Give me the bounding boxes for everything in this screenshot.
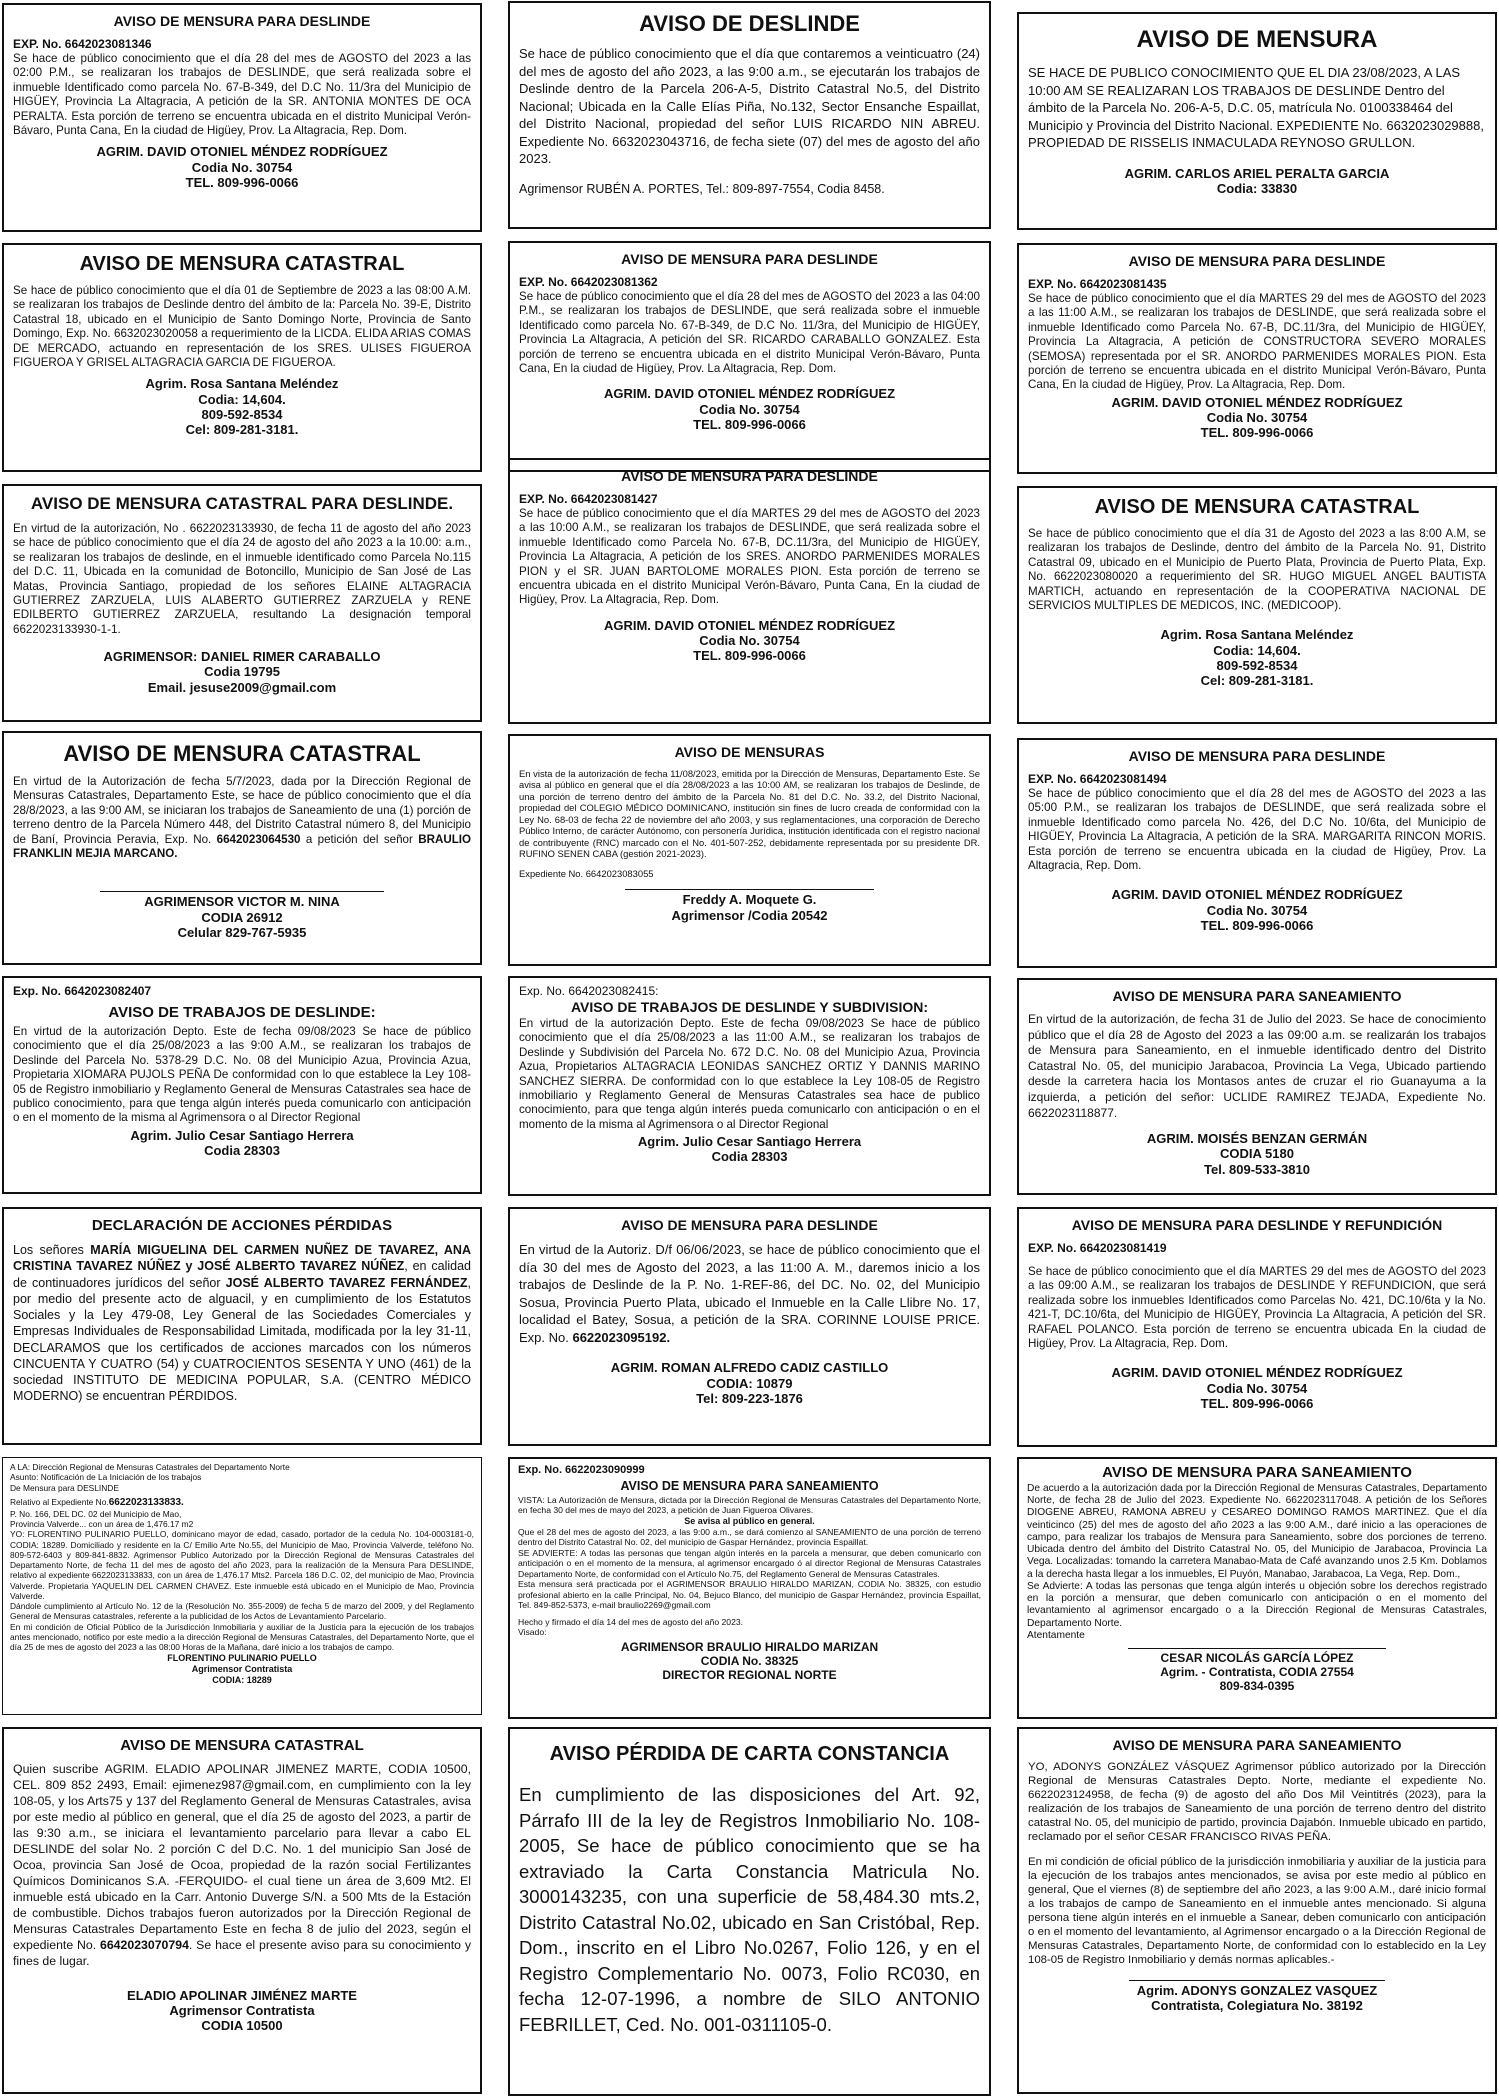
notice-perdida-carta bbox=[508, 1727, 991, 2096]
notice-title: AVISO DE MENSURA CATASTRAL PARA DESLINDE. bbox=[30, 494, 454, 513]
notice-title: AVISO DE DESLINDE bbox=[639, 11, 860, 36]
signature-name: AGRIM. DAVID OTONIEL MÉNDEZ RODRÍGUEZ bbox=[96, 144, 388, 160]
signature-codia: Codia 28303 bbox=[204, 1142, 280, 1158]
signature-name: AGRIM. MOISÉS BENZAN GERMÁN bbox=[1146, 1131, 1368, 1147]
notice-declaracion-acciones bbox=[2, 1207, 482, 1445]
signature-line bbox=[100, 891, 384, 892]
notice-mensuras-colegio bbox=[508, 734, 991, 966]
notice-body: YO: FLORENTINO PULINARIO PUELLO, dominicano mayor de edad, casado, portador de la cedula No. 104-0003181-0, CODIA: 18289. Domiciliado y residente en la C/ Emilio Arte No.55, del Municipio de Mao, Provincia Valverde, teléfono No. 809-572-6403 y 809-841-8832. Agrimensor Publico Autorizado por la Dirección Regional de Mensuras Catastrales del Departamento Norte, de fecha 11 del mes de agosto del año 2023, para la realización de la Mensura Para DESLINDE, relativo al expediente 6622023133833, con un área de 1,476.17 Mts2. Parcela 186 D.C. 02, del municipio de Mao, Provincia Valverde. Propietaria YAQUELIN DEL CARMEN CHAVEZ. Este inmueble está ubicado en el Municipio de Mao, Provincia Valverde. bbox=[10, 1529, 474, 1601]
signature-cell: Cel: 809-281-3181. bbox=[1200, 673, 1314, 689]
notice-signature bbox=[1028, 887, 1486, 933]
notice-mensura-catastral-2 bbox=[2, 731, 482, 965]
notice-subject-2: De Mensura para DESLINDE bbox=[10, 1482, 119, 1493]
notice-florentino-deslinde bbox=[2, 1457, 482, 1715]
notice-mensura-catastral-eladio bbox=[2, 1727, 482, 2094]
notice-trabajos-deslinde-1 bbox=[2, 976, 482, 1194]
signature-codia: CODIA 10500 bbox=[201, 2018, 283, 2034]
notice-saneamiento-jarabacoa-1 bbox=[1017, 978, 1497, 1195]
notice-title: AVISO DE TRABAJOS DE DESLINDE: bbox=[108, 1004, 376, 1021]
notice-body-3: En mi condición de Oficial Público de la Jurisdicción Inmobiliaria y auxiliar de la Justicia para la ejecución de los trabajos antes mencionado, notifico por este medio a la dirección Regional de Mensuras Catastrales, del Departamento Norte, que el día 25 de mes de agosto del 2023 a las 08:00 Horas de la Mañana, daré inicio a los trabajos de campo. bbox=[10, 1621, 474, 1653]
signature-codia: CODIA No. 38325 bbox=[700, 1653, 799, 1668]
notice-advierte: Se Advierte: A todas las personas que tenga algún interés u objeción sobre los derechos registrado en la porción a mensurar, que deben comunicarlo con anticipación o en el momento del levantamiento al agrimensor encargado o a la Dirección Regional de Mensuras Catastrales, Departamento Norte. bbox=[1027, 1580, 1487, 1629]
signature-name: FLORENTINO PULINARIO PUELLO bbox=[167, 1653, 317, 1664]
signature-name: Agrim. Rosa Santana Meléndez bbox=[145, 376, 339, 392]
notice-title: AVISO DE MENSURAS bbox=[674, 744, 825, 760]
notice-signature bbox=[519, 892, 980, 923]
notice-body-2: En mi condición de oficial público de la jurisdicción inmobiliaria y auxiliar de la justicia para la ejecución de los trabajos antes mencionados, se avisa por este medio al público en general, Que el viernes (8) de septiembre del año 2023, a las 9:00 A.M., daré inicio formal a los trabajos de campo de Saneamiento en el inmueble antes mencionado. Si alguna persona tiene algún interés en el inmueble a Sanear, deben comunicarlo con anticipación o en el momento del levantamiento, al Agrimensor encargado o a la Dirección Regional de Mensuras Catastrales, Departamento Norte, de conformidad con lo establecido en la Ley 108-05 de Registro Inmobiliario y demás normas aplicables.- bbox=[1028, 1856, 1486, 1966]
notice-body: SE HACE DE PUBLICO CONOCIMIENTO QUE EL DIA 23/08/2023, A LAS 10:00 AM SE REALIZARAN LOS TRABAJOS DE DESLINDE Dentro del ámbito de la Parcela No. 206-A-5, D.C. 05, matrícula No. 0100338464 del Municipio y Provincia del Distrito Nacional. EXPEDIENTE No. 6632023029888, PROPIEDAD DE RISSELIS INMACULADA REYNOSO GRULLON. bbox=[1028, 65, 1484, 151]
signature-codia: Codia 19795 bbox=[204, 664, 280, 680]
signature-role: Agrimensor Contratista bbox=[191, 1664, 293, 1675]
signature-name: AGRIM. DAVID OTONIEL MÉNDEZ RODRÍGUEZ bbox=[1111, 1365, 1403, 1381]
signature-codia: Codia No. 30754 bbox=[699, 401, 800, 417]
notice-signature bbox=[519, 386, 980, 432]
signature-phone: TEL. 809-996-0066 bbox=[185, 174, 299, 190]
notice-title: AVISO DE MENSURA PARA DESLINDE bbox=[621, 1217, 878, 1233]
signature-codia: Agrimensor /Codia 20542 bbox=[671, 907, 828, 923]
notice-title: DECLARACIÓN DE ACCIONES PÉRDIDAS bbox=[91, 1217, 393, 1234]
notice-visado: Visado: bbox=[518, 1627, 547, 1638]
signature-codia: Codia No. 30754 bbox=[191, 159, 293, 175]
signature-name: AGRIM. ROMAN ALFREDO CADIZ CASTILLO bbox=[610, 1360, 889, 1376]
notice-parcel: P. No. 166, DEL DC. 02 del Municipio de Mao, bbox=[10, 1508, 182, 1519]
signature-codia: Codia No. 30754 bbox=[1206, 902, 1308, 918]
notice-subject: Asunto: Notificación de La Iniciación de los trabajos bbox=[10, 1472, 202, 1483]
notice-body: Que el 28 del mes de agosto del 2023, a las 9:00 a.m., se dará comienzo al SANEAMIENTO de una porción de terreno dentro del Distrito Catastral No. 02, del municipio de Gaspar Hernández, provincia Espaillat. bbox=[518, 1526, 981, 1548]
notice-body: De acuerdo a la autorización dada por la Dirección Regional de Mensuras Catastrales, Departamento Norte, de fecha 28 de Julio del 2023. Expediente No. 6622023117048. A petición de los Señores DIOGENE ABREU, RAMONA ABREU y CESAREO DOMINGO RAMOS MARTINEZ. Que el día veinticinco (25) del mes de agosto del año 2023 a las 9:00 A.M., daré inicio a las operaciones de campo, para realizar los trabajos de Mensura para Saneamiento, sobre dos porciones de terreno. Ubicada dentro del ámbito del Distrito Catastral No. 05, del Municipio de Jarabacoa, Provincia La Vega. Localizadas: tomando la carretera Manabao-Mata de Café avanzando unos 2.5 Km. Doblamos a la derecha hasta llegar a los inmuebles, El Puyón, Manabao, Jarabacoa, La Vega, Rep. Dom., bbox=[1027, 1483, 1487, 1580]
notice-title: AVISO DE MENSURA PARA SANEAMIENTO bbox=[620, 1479, 879, 1493]
signature-phone: Celular 829-767-5935 bbox=[177, 924, 307, 940]
notice-title: AVISO DE MENSURA PARA DESLINDE Y REFUNDICIÓN bbox=[1071, 1217, 1443, 1233]
notice-title: AVISO DE MENSURA CATASTRAL bbox=[63, 741, 421, 766]
notice-body: Se hace de público conocimiento que el día 01 de Septiembre de 2023 a las 08:00 A.M. se realizaran los trabajos de Deslinde dentro del ámbito de la: Parcela No. 39-E, Distrito Catastral 18, ubicado en el Municipio de Santo Domingo Norte, Provincia de Santo Domingo, Exp. No. 6632023020058 a requerimiento de la LICDA. ELIDA ARIAS COMAS DE MERCADO, actuando en representación de los SRES. ULISES FIGUEROA FIGUEROA Y GRISEL ALTAGRACIA GARCIA DE FIGUEROA. bbox=[13, 284, 471, 369]
notice-title: AVISO DE MENSURA PARA DESLINDE bbox=[621, 468, 878, 484]
notice-mensura-deslinde-1 bbox=[2, 3, 482, 232]
signature-name: AGRIM. DAVID OTONIEL MÉNDEZ RODRÍGUEZ bbox=[1111, 394, 1403, 410]
signature-line bbox=[625, 889, 874, 890]
notice-body: Se hace de público conocimiento que el día que contaremos a veinticuatro (24) del mes de agosto del año 2023, a las 9:00 a.m., se ejecutarán los trabajos de Deslinde dentro de la Parcela 206-A-5, Distrito Catastral No.5, del Distrito Nacional; Ubicada en la Calle Elías Piña, No.132, Sector Ensanche Espaillat, del Distrito Nacional, propiedad del señor LUIS RICARDO NIN ABREU. Expediente No. 6632023043716, de fecha siete (07) del mes de agosto del año 2023. bbox=[519, 46, 980, 167]
notice-mensura-deslinde-5 bbox=[1017, 738, 1497, 968]
notice-signature bbox=[13, 649, 471, 695]
notice-saneamiento-braulio bbox=[508, 1457, 991, 1719]
signature-role: DIRECTOR REGIONAL NORTE bbox=[662, 1668, 837, 1683]
signature-phone: TEL. 809-996-0066 bbox=[693, 416, 806, 432]
notice-title: AVISO DE MENSURA PARA DESLINDE bbox=[1128, 253, 1386, 269]
notice-title: AVISO DE MENSURA bbox=[1136, 26, 1378, 53]
notice-signature bbox=[1027, 1651, 1487, 1693]
notice-exp: EXP. No. 6642023081427 bbox=[519, 492, 658, 506]
signature-name: Freddy A. Moquete G. bbox=[682, 892, 817, 908]
notice-title: AVISO DE MENSURA PARA DESLINDE bbox=[1128, 748, 1386, 764]
notice-signature bbox=[1028, 395, 1486, 441]
signature-name: ELADIO APOLINAR JIMÉNEZ MARTE bbox=[127, 1987, 357, 2003]
notice-aviso-deslinde bbox=[508, 1, 991, 229]
signature-phone: 809-834-0395 bbox=[1219, 1679, 1295, 1694]
notice-date: Hecho y firmado el día 14 del mes de agosto del año 2023. bbox=[518, 1616, 744, 1627]
notice-signature bbox=[13, 894, 471, 940]
signature-codia: CODIA: 18289 bbox=[212, 1674, 272, 1685]
notice-saneamiento-dajabon bbox=[1017, 1727, 1497, 2094]
signature-email: Email. jesuse2009@gmail.com bbox=[147, 679, 337, 695]
notice-exp: EXP. No. 6642023081346 bbox=[13, 37, 152, 51]
notice-title: AVISO DE MENSURA PARA DESLINDE bbox=[113, 13, 371, 29]
notice-title: AVISO DE MENSURA PARA SANEAMIENTO bbox=[1112, 988, 1402, 1004]
notice-body: En virtud de la Autorización de fecha 5/7/2023, dada por la Dirección Regional de Mensuras Catastrales, Departamento Este, se hace de público conocimiento que el día 28/8/2023, a las 9:00 AM, se iniciaran los trabajos de Saneamiento de una (1) porción de terreno dentro de la Parcela Número 448, del Distrito Catastral número 8, del Municipio de Baní, Provincia Peravia, Exp. No. 6642023064530 a petición del señor BRAULIO FRANKLIN MEJIA MARCANO. bbox=[13, 775, 472, 860]
signature-codia: Codia 28303 bbox=[711, 1149, 788, 1165]
notice-aviso-mensura bbox=[1017, 12, 1497, 230]
notice-body: Se hace de público conocimiento que el día 28 del mes de AGOSTO del 2023 a las 02:00 P.M., se realizaran los trabajos de DESLINDE, que será realizada sobre el inmueble Identificado como parcela No. 67-B-349, del D.C No. 11/3ra del Municipio de HIGÜEY, Provincia La Altagracia, A petición de la SR. ANTONIA MONTES DE OCA PERALTA. Esta porción de terreno se encuentra ubicada en el distrito Municipal Verón-Bávaro, Punta Cana, En la ciudad de Higüey, Prov. La Altagracia, Rep. Dom. bbox=[13, 52, 471, 137]
notice-title: AVISO DE MENSURA CATASTRAL bbox=[1094, 496, 1420, 518]
notice-signature bbox=[13, 1988, 471, 2034]
notice-body: Quien suscribe AGRIM. ELADIO APOLINAR JIMENEZ MARTE, CODIA 10500, CEL. 809 852 2493, Email: ejimenez987@gmail.com, en cumplimiento con la ley 108-05, y los Arts75 y 137 del Reglamento General de Mensuras Catastrales, avisa por este medio al público en general, que el día 25 de agosto del 2023, a partir de las 9:30 a.m., se iniciara el levantamiento parcelario para llevar a cabo EL DESLINDE del solar No. 2 porción C del D.C. No. 1 del municipio San José de Ocoa, provincia San José de Ocoa, propiedad de la razón social Fertilizantes Químicos Dominicanos S.A. -FERQUIDO- el cual tiene un área de 3,609 Mt2. El inmueble está ubicado en la Carr. Antonio Duverge S/N. a 500 Mts de la Estación de combustible. Dichos trabajos fueron autorizados por la Dirección Regional de Mensuras Catastrales Departamento Este en fecha 8 de julio del 2023, según el expediente No. 6642023070794. Se hace el presente aviso para su conocimiento y fines de lugar. bbox=[13, 1762, 471, 1968]
notice-signature bbox=[518, 1640, 981, 1682]
notice-title: AVISO DE MENSURA PARA DESLINDE bbox=[621, 251, 878, 267]
notice-area: Provincia Valverde... con un área de 1,476.17 m2 bbox=[10, 1519, 194, 1530]
notice-signature bbox=[519, 1134, 980, 1165]
notice-title: AVISO DE MENSURA PARA SANEAMIENTO bbox=[1112, 1737, 1402, 1753]
notice-signature bbox=[1028, 1131, 1486, 1177]
signature-name: Agrim. Julio Cesar Santiago Herrera bbox=[130, 1127, 354, 1143]
signature-name: AGRIM. DAVID OTONIEL MÉNDEZ RODRÍGUEZ bbox=[603, 617, 896, 633]
signature-role: Contratista, Colegiatura No. 38192 bbox=[1151, 1998, 1363, 2014]
notice-body: Los señores MARÍA MIGUELINA DEL CARMEN NUÑEZ DE TAVAREZ, ANA CRISTINA TAVAREZ NÚÑEZ y JOSÉ ALBERTO TAVAREZ NÚÑEZ, en calidad de continuadores jurídicos del señor JOSÉ ALBERTO TAVAREZ FERNÁNDEZ, por medio del presente acto de alguacil, y en cumplimiento de los Estatutos Sociales y la Ley 479-08, Ley General de las Sociedades Comerciales y Empresas Individuales de Responsabilidad Limitada, modificada por la ley 31-11, DECLARAMOS que los certificados de acciones marcados con los números CINCUENTA Y CUATRO (54) y CUATROCIENTOS SESENTA Y UNO (461) de la sociedad INSTITUTO DE MEDICINA POPULAR, S.A. (CENTRO MÉDICO MODERNO) se encuentran PÉRDIDOS. bbox=[13, 1243, 471, 1404]
notice-signature bbox=[1028, 627, 1486, 688]
notice-exp: Exp. No. 6642023082407 bbox=[13, 984, 152, 998]
notice-body: Se hace de público conocimiento que el día MARTES 29 del mes de AGOSTO del 2023 a las 11:00 A.M., se realizaran los trabajos de DESLINDE, que será realizada sobre el inmueble Identificado como Parcela No. 67-B, DC.11/3ra, del Municipio de HIGÜEY, Provincia La Altagracia, A petición de CONSTRUCTORA SEVERO MORALES (SEMOSA) representada por el SR. ANORDO PARMENIDES MORALES PION. Esta porción de terreno se encuentra ubicada en el distrito Municipal Verón-Bávaro, Punta Cana, En la ciudad de Higüey, Prov. La Altagracia, Rep. Dom. bbox=[1028, 292, 1486, 392]
notice-mensura-deslinde-2 bbox=[508, 241, 991, 472]
signature-phone: Tel: 809-223-1876 bbox=[696, 1390, 803, 1406]
signature-name: AGRIMENSOR BRAULIO HIRALDO MARIZAN bbox=[620, 1639, 879, 1654]
signature-codia: Codia No. 30754 bbox=[1206, 1380, 1308, 1396]
signature-name: AGRIMENSOR VICTOR M. NINA bbox=[144, 894, 340, 910]
notice-exp: EXP. No. 6642023081419 bbox=[1028, 1241, 1167, 1255]
signature-codia: Codia No. 30754 bbox=[1206, 409, 1308, 425]
notice-signature bbox=[13, 144, 471, 190]
signature-name: AGRIM. CARLOS ARIEL PERALTA GARCIA bbox=[1124, 165, 1390, 181]
signature-name: Agrim. Julio Cesar Santiago Herrera bbox=[637, 1134, 862, 1149]
signature-codia: CODIA 5180 bbox=[1220, 1146, 1294, 1162]
notice-signature bbox=[13, 1128, 471, 1159]
signature-codia: Codia: 14,604. bbox=[1213, 642, 1301, 658]
notice-exp: Expediente No. 6642023083055 bbox=[519, 867, 654, 879]
signature-name: AGRIM. DAVID OTONIEL MÉNDEZ RODRÍGUEZ bbox=[603, 386, 896, 402]
signature-phone: Tel. 809-533-3810 bbox=[1204, 1161, 1310, 1177]
signature-phone: TEL. 809-996-0066 bbox=[693, 648, 806, 664]
signature-phone: TEL. 809-996-0066 bbox=[1200, 425, 1314, 441]
notice-mensura-deslinde-4 bbox=[1017, 243, 1497, 474]
notice-title: AVISO DE MENSURA CATASTRAL bbox=[120, 1737, 364, 1754]
notice-exp: EXP. No. 6642023081494 bbox=[1028, 772, 1167, 786]
signature-name: AGRIMENSOR: DANIEL RIMER CARABALLO bbox=[103, 649, 381, 664]
notice-title: AVISO DE MENSURA CATASTRAL bbox=[79, 253, 405, 275]
notice-signature bbox=[519, 1360, 980, 1406]
notice-body: En virtud de la autorización Depto. Este de fecha 09/08/2023 Se hace de público conocimiento que el día 25/08/2023 a las 9:00 A.M., se realizaran los trabajos de Deslinde del Parcela No. 5378-29 D.C. No. 08 del Municipio Azua, Provincia Azua, Propietaria XIOMARA PUJOLS PEÑA De conformidad con lo que establece la Ley 108-05 de Registro inmobiliario y Reglamento General de Mensuras Catastrales sea hace de publico conocimiento, para que tenga algún interés pueda comunicarlo con anticipación o en el momento de la misma al Agrimensora o al Director Regional bbox=[13, 1025, 471, 1125]
signature-phone: TEL. 809-996-0066 bbox=[1200, 1395, 1314, 1411]
notice-signature bbox=[1028, 1365, 1486, 1411]
signature-codia: CODIA: 10879 bbox=[706, 1375, 793, 1391]
notice-body: En vista de la autorización de fecha 11/08/2023, emitida por la Dirección de Mensuras, Departamento Este. Se avisa al público en general que el día 28/08/2023 a las 10:00 AM, se realizaran los trabajos de Deslinde, de una porción de terreno dentro del ámbito de la Parcela No. 81 del D.C. No. 33.2, del Distrito Nacional, propiedad del COLEGIO MÉDICO DOMINICANO, institución sin fines de lucro creada de conformidad con la Ley No. 68-03 de fecha 22 de noviembre del año 2003, y sus reglamentaciones, una corporación de Derecho Público Interno, de carácter Autónomo, con personería Jurídica, institución identificada con el registro nacional de contribuyente (RNC) marcado con el No. 401-507-252, debidamente representada por su presidente DR. RUFINO SENEN CABA (gestión 2021-2023). bbox=[519, 768, 980, 860]
notice-trabajos-deslinde-2 bbox=[508, 976, 991, 1196]
notice-exp: Exp. No. 6622023090999 bbox=[518, 1464, 645, 1476]
signature-role: Agrimensor Contratista bbox=[169, 2003, 315, 2019]
notice-title: AVISO DE MENSURA PARA SANEAMIENTO bbox=[1102, 1464, 1412, 1481]
notice-body: En virtud de la autorización, de fecha 31 de Julio del 2023. Se hace de conocimiento público que el día 28 de Agosto del 2023 a las 09:00 a.m. se realizarán los trabajos de Mensura para Saneamiento, en el inmueble identificado dentro del Distrito Catastral No. 05, del municipio Jarabacoa, Provincia La Vega, Ubicado partiendo desde la carretera hacia los Montasos antes de cruzar el rio Guanayuma a la izquierda, a petición del señor: UCLIDE RAMIREZ TEJADA, Expediente No. 6622023118877. bbox=[1028, 1012, 1486, 1120]
notice-body: Se hace de público conocimiento que el día 28 del mes de AGOSTO del 2023 a las 04:00 P.M., se realizaran los trabajos de DESLINDE, que será realizada sobre el inmueble Identificado como parcela No. 67-B-349, de D.C No. 11/3ra, del Municipio de HIGÜEY, Provincia La Altagracia, A petición del SR. RICARDO CARABALLO GONZALEZ. Esta porción de terreno se encuentra ubicada en el distrito Municipal Verón-Bávaro, Punta Cana, En la ciudad de Higüey, Prov. La Altagracia, Rep. Dom. bbox=[519, 290, 980, 375]
notice-deslinde-refundicion bbox=[1017, 1207, 1497, 1447]
notice-signature bbox=[1028, 166, 1486, 197]
notice-body: En cumplimiento de las disposiciones del Art. 92, Párrafo III de la ley de Registros Inmobiliario No. 108-2005, Se hace de público conocimiento que se ha extraviado la Carta Constancia Matricula No. 3000143235, con una superficie de 58,484.30 mts.2, Distrito Catastral No.02, ubicado en San Cristóbal, Rep. Dom., inscrito en el Libro No.0267, Folio 126, y en el Registro Complementario No. 0073, Folio RC030, en fecha 12-07-1996, a nombre de SILO ANTONIO FEBRILLET, Ced. No. 001-0311105-0. bbox=[519, 1784, 980, 2035]
notice-body: En virtud de la autorización, No . 6622023133930, de fecha 11 de agosto del año 2023 se hace de público conocimiento que el día 24 de agosto del año 2023 a la 10.00: a.m., se realizaran los trabajos de deslinde, en el inmueble identificado como Parcela No.115 del D.C. 11, Ubicada en la comunidad de Botoncillo, Municipio de San José de Las Matas, Provincia Santiago, propiedad de los señores ELAINE ALTAGRACIA GUTIERREZ ZARZUELA, LUIS ALABERTO GUTIERREZ ZARZUELA y RENE EDILBERTO GUTIERREZ ZARZUELA, resultando La designación temporal 6622023133930-1-1. bbox=[13, 522, 471, 636]
notice-saneamiento-jarabacoa-2 bbox=[1017, 1457, 1497, 1719]
notice-body: Se hace de público conocimiento que el día MARTES 29 del mes de AGOSTO del 2023 a las 09:00 A.M., se realizaran los trabajos de DESLINDE Y REFUNDICION, que será realizada sobre los inmuebles Identificados como Parcelas No. 421, DC.10/6ta y la No. 421-T, DC.10/6ta, del Municipio de HIGÜEY, Provincia La Altagracia, A petición del SR. RAFAEL POLANCO. Esta porción de terreno se encuentra ubicada En la ciudad de Higüey, Prov. La Altagracia, Rep. Dom. bbox=[1028, 1265, 1486, 1350]
notice-mensura-deslinde-3 bbox=[508, 458, 991, 724]
signature-codia: Codia: 14,604. bbox=[198, 391, 286, 407]
notice-exp: Relativo al Expediente No.6622023133833. bbox=[10, 1496, 184, 1508]
signature-cell: Cel: 809-281-3181. bbox=[185, 422, 299, 438]
notice-signature bbox=[519, 618, 980, 664]
notice-practicada: Esta mensura será practicada por el AGRIMENSOR BRAULIO HIRALDO MARIZAN, CODIA No. 38325, con estudio profesional abierto en la calle Principal, No. 04, Bejuco Blanco, del municipio de Gaspar Hernández, provincia Espaillat, Tel. 849-852-5373, e-mail braulio2269@gmail.com bbox=[518, 1579, 981, 1611]
signature-codia: Codia No. 30754 bbox=[699, 632, 800, 648]
notice-mensura-catastral-1 bbox=[2, 243, 482, 472]
notice-closing: Atentamente bbox=[1027, 1629, 1085, 1641]
signature-line bbox=[1128, 1648, 1386, 1649]
notice-body: YO, ADONYS GONZÁLEZ VÁSQUEZ Agrimensor público autorizado por la Dirección Regional de Mensuras Catastrales Depto. Norte, mediante el expediente No. 6622023124958, de fecha (9) de agosto del año Dos Mil Veintitrés (2023), para la realización de los trabajos de Saneamiento de una porción de terreno dentro del distrito catastral No. 05, del municipio de partido, provincia Dajabón. Inmueble ubicado en partido, reclamado por el señor CESAR FRANCISCO RIVAS PEÑA. bbox=[1028, 1761, 1486, 1843]
notice-signature bbox=[1028, 1983, 1486, 2014]
notice-catastral-deslinde bbox=[2, 484, 482, 722]
notice-title: AVISO PÉRDIDA DE CARTA CONSTANCIA bbox=[549, 1743, 950, 1765]
notice-mensura-catastral-3 bbox=[1017, 486, 1497, 724]
signature-name: AGRIM. DAVID OTONIEL MÉNDEZ RODRÍGUEZ bbox=[1111, 887, 1403, 903]
signature-codia: CODIA 26912 bbox=[201, 909, 283, 925]
signature-name: Agrim. Rosa Santana Meléndez bbox=[1160, 627, 1354, 643]
notice-body-2: Dándole cumplimiento al Artículo No. 12 de la (Resolución No. 355-2009) de fecha 5 de marzo del 2009, y del Reglamento General de Mensuras catastrales, referente a la publicidad de los Actos de Levantamiento Parcelario. bbox=[10, 1601, 474, 1622]
notice-exp: EXP. No. 6642023081435 bbox=[1028, 277, 1167, 291]
notice-vista: VISTA: La Autorización de Mensura, dictada por la Dirección Regional de Mensuras Catastrales del Departamento Norte, en fecha 30 del mes de mayo del 2023, a petición de Juan Figueroa Olivares. bbox=[518, 1495, 981, 1516]
notice-signature bbox=[13, 376, 471, 437]
notice-body: En virtud de la Autoriz. D/f 06/06/2023, se hace de público conocimiento que el día 30 del mes de Agosto del 2023, a las 11:00 A. M., daremos inicio a los trabajos de Deslinde de la P. No. 1-REF-86, del DC. No. 02, del Municipio Sosua, Provincia Puerto Plata, ubicado el Inmueble en la Calle Llibre No. 17, localidad el Batey, Sosua, a petición de la SRA. CORINNE LOUISE PRICE. Exp. No. 6622023095192. bbox=[519, 1242, 980, 1345]
signature-codia: Agrim. - Contratista, CODIA 27554 bbox=[1160, 1665, 1354, 1680]
notice-public: Se avisa al público en general. bbox=[684, 1515, 815, 1526]
notice-exp: EXP. No. 6642023081362 bbox=[519, 275, 658, 289]
notice-recipient: A LA: Dirección Regional de Mensuras Catastrales del Departamento Norte bbox=[10, 1462, 290, 1472]
notice-signature bbox=[10, 1653, 474, 1685]
signature-phone: 809-592-8534 bbox=[1216, 657, 1298, 673]
notice-footer: Agrimensor RUBÉN A. PORTES, Tel.: 809-897-7554, Codia 8458. bbox=[519, 181, 885, 196]
notice-exp: Exp. No. 6642023082415: bbox=[519, 984, 659, 998]
signature-phone: TEL. 809-996-0066 bbox=[1200, 917, 1314, 933]
signature-line bbox=[1129, 1980, 1385, 1981]
notice-mensura-deslinde-sosua bbox=[508, 1207, 991, 1446]
signature-name: Agrim. ADONYS GONZALEZ VASQUEZ bbox=[1136, 1982, 1378, 1998]
signature-codia: Codia: 33830 bbox=[1216, 181, 1298, 197]
signature-name: CESAR NICOLÁS GARCÍA LÓPEZ bbox=[1160, 1651, 1354, 1666]
notice-advierte: SE ADVIERTE: A todas las personas que tengan algún interés en la parcela a mensurar, que deben comunicarlo con anticipación o en el momento de la mensura, al agrimensor encargado ó al director Regional de Mensuras Catastrales Departamento Norte, de conformidad con el Artículo No.75, del Reglamento General de Mensuras Catastrales. bbox=[518, 1547, 981, 1579]
notice-body: Se hace de público conocimiento que el día MARTES 29 del mes de AGOSTO del 2023 a las 10:00 A.M., se realizaran los trabajos de DESLINDE, que será realizada sobre el inmueble Identificado como Parcela No. 67-B, DC.11/3ra, del Municipio de HIGÜEY, Provincia La Altagracia, A petición de los SRES. ANORDO PARMENIDES MORALES PION y el SR. JUAN BARTOLOME MORALES PION. Esta porción de terreno se encuentra ubicada en el distrito Municipal Verón-Bávaro, Punta Cana, En la ciudad de Higüey, Prov. La Altagracia, Rep. Dom. bbox=[519, 507, 980, 607]
notice-title: AVISO DE TRABAJOS DE DESLINDE Y SUBDIVISION: bbox=[570, 999, 929, 1015]
signature-phone: 809-592-8534 bbox=[201, 406, 283, 422]
notice-body: En virtud de la autorización Depto. Este de fecha 09/08/2023 Se hace de público conocimiento que el día 25/08/2023 a las 11:00 A.M., se realizaran los trabajos de Deslinde y Subdivisión del Parcela No. 672 D.C. No. 08 del Municipio Azua, Provincia Azua, Propietarios ALTAGRACIA LEONIDAS SANCHEZ ORTIZ Y DANNIS MARINO SANCHEZ SIERRA. De conformidad con lo que establece la Ley 108-05 de Registro inmobiliario y Reglamento General de Mensuras Catastrales sea hace de publico conocimiento, para que tenga algún interés pueda comunicarlo con anticipación o en el momento de la misma al Agrimensora o al Director Regional bbox=[519, 1017, 980, 1131]
notice-body: Se hace de público conocimiento que el día 31 de Agosto del 2023 a las 8:00 A.M, se realizaran los trabajos de Deslinde, dentro del ámbito de la Parcela No. 91, Distrito Catastral 09, ubicado en el Municipio de Puerto Plata, Provincia de Puerto Plata, Exp. No. 6622023080020 a requerimiento del SR. HUGO MIGUEL ANGEL BAUTISTA MARTICH, actuando en representación de la COOPERATIVA NACIONAL DE SERVICIOS MULTIPLES DE MEDICOS, INC. (MEDICOOP). bbox=[1028, 527, 1486, 612]
notice-body: Se hace de público conocimiento que el día 28 del mes de AGOSTO del 2023 a las 05:00 P.M., se realizaran los trabajos de DESLINDE, que será realizada sobre el inmueble Identificado como parcela No. 426, del D.C No. 10/6ta, del Municipio de HIGÜEY, Provincia La Altagracia, A petición de la SRA. MARGARITA RINCON MORIS. Esta porción de terreno se encuentra ubicada en la ciudad de Higüey, Prov. La Altagracia, Rep. Dom. bbox=[1028, 787, 1486, 872]
